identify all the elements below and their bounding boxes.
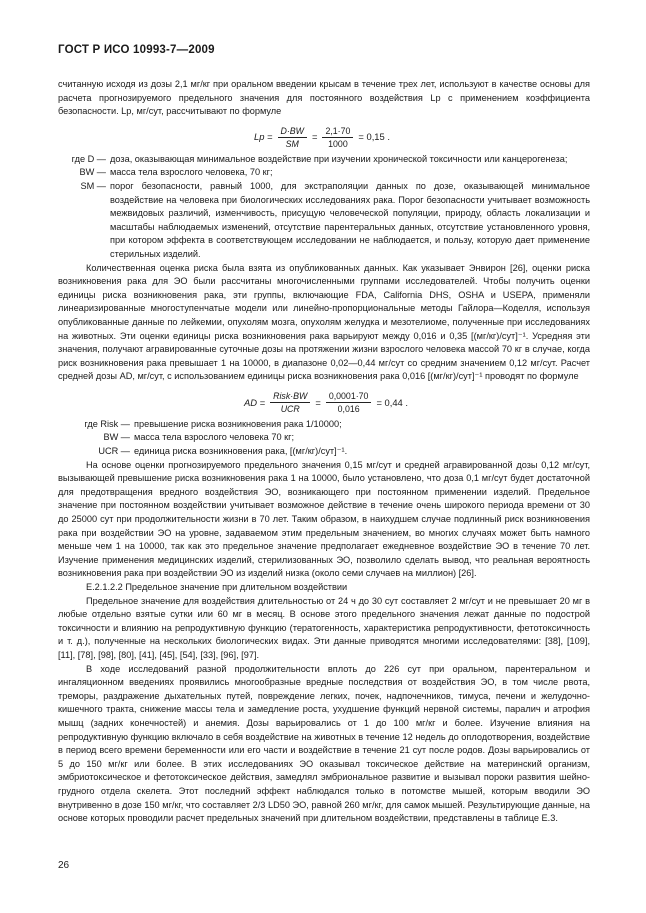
definitions-list [58, 153, 590, 262]
formula-result: = 0,44 . [376, 396, 408, 408]
limit-paragraph: Предельное значение для воздействия длительностью от 24 ч до 30 сут составляет 2 мг/сут и не превышает 20 мг в любые отдельно взятые сутки или 60 мг в месяц. В основе этого предельного значения лежат данные по подострой токсичности и влиянию на репродуктивную функцию (тератогенность, характеристика репродуктивности, фетотоксичность и т. д.), полученные на нескольких биологических видах. Эти данные приводятся многими исследователями: [38], [109], [11], [78], [98], [80], [41], [45], [54], [33], [96], [97]. [58, 595, 590, 660]
page-content [58, 78, 590, 826]
formula-lhs: Lp = [254, 131, 273, 143]
formula-result: = 0,15 . [358, 131, 390, 143]
definition-item: SM — порог безопасности, равный 1000, для экстраполяции данных по дозе, оказывающей минимальное воздействие на человека при биологических исследованиях рака. Порог безопасности учитывает возможность межвидовых различий, изменчивость, присущую человеческой популяции, природу, область локализации и масштабы наблюдаемых изменений, отсутствие парентеральных данных, отсутствие установленного уровня, при котором эффекта в соответствующем исследовании не наблюдается, и пользу, которую дает применение стерильных изделий. [80, 180, 590, 259]
document-header: ГОСТ Р ИСО 10993-7—2009 [58, 44, 215, 56]
formula-ad: AD = $\frac{\text{Risk·BW}}{\text{UCR}}$ = $\frac{0,0001\cdot 70}{0,016}$ = 0,44 . [244, 390, 408, 414]
formula-fraction-values: $\frac{0,0001\cdot 70}{0,016}$ [326, 390, 372, 415]
definition-item: UCR — единица риска возникновения рака, [(мг/кг)/сут]⁻¹. [98, 446, 348, 457]
formula-fraction: $\frac{\text{Risk·BW}}{\text{UCR}}$ [270, 390, 310, 415]
formula-lp: Lp = $\frac{D\cdot BW}{SM}$ = $\frac{2,1\cdot 70}{1000}$ = 0,15 . [254, 125, 390, 149]
page-number: 26 [58, 860, 70, 871]
definition-item: где D — доза, оказывающая минимальное воздействие при изучении хронической токсичности или канцерогенеза; [71, 153, 568, 164]
risk-paragraph: Количественная оценка риска была взята из опубликованных данных. Как указывает Энвирон [26], оценки риска возникновения рака для ЭО были рассчитаны многочисленными группами исследователей. Чтобы получить оценки единицы риска возникновения рака, эти группы, включающие FDA, California DHS, OSHA и USEPA, применяли линеаризированные многоступенчатые модели или линейно-пропорциональные методы Гайлора—Коделля, используя опубликованные данные по лейкемии, опухолям мозга, опухолям желудка и мезотелиоме, полученные при исследованиях на животных. Эти оценки единицы риска возникновения рака варьируют между 0,016 и 0,35 [(мг/кг)/сут]⁻¹. Усредняя эти значения, получают агравированные суточные дозы на протяжении жизни взрослого человека массой 70 кг в случае, когда риск возникновения рака превышает 1 на 10000, в диапазоне 0,02—0,44 мг/сут со средним значением 0,12 мг/сут. Расчет средней дозы AD, мг/сут, с использованием единицы риска возникновения рака 0,016 [(мг/кг)/сут]⁻¹ проводят по формуле [58, 262, 590, 382]
intro-paragraph: считанную исходя из дозы 2,1 мг/кг при оральном введении крысам в течение трех лет, используют в качестве основы для расчета прогнозируемого предельного значения для постоянного воздействия Lp с применением коэффициента безопасности. Lp, мг/сут, рассчитывают по формуле [58, 79, 590, 117]
definition-item: где Risk — превышение риска возникновения рака 1/10000; [84, 418, 342, 429]
formula-fraction: $\frac{D\cdot BW}{SM}$ [278, 125, 307, 150]
definition-item: BW — масса тела взрослого человека 70 кг; [103, 432, 295, 443]
definitions-list [58, 418, 590, 459]
formula-lhs: AD = [244, 396, 266, 408]
section-heading: Е.2.1.2.2 Предельное значение при длительном воздействии [86, 582, 348, 592]
studies-paragraph: В ходе исследований разной продолжительности вплоть до 226 сут при оральном, парентеральном и ингаляционном введениях проявились многообразные вредные последствия от воздействия ЭО, в том числе рвота, треморы, раздражение дыхательных путей, повреждение легких, почек, надпочечников, тимуса, печени и желудочно-кишечного тракта, снижение массы тела и замедление роста, ухудшение функций нервной системы, паралич и атрофия мышц (задних конечностей) и анемия. Дозы варьировались от 1 до 100 мг/кг и более. Изучение влияния на репродуктивную функцию включало в себя воздействие на животных в течение 12 недель до оплодотворения, воздействие в период всего времени беременности или его части и воздействие в течение 21 сут после родов. Дозы варьировались от 5 до 150 мг/кг или более. В этих исследованиях ЭО оказывал токсическое действие на материнский организм, эмбриотоксическое и фетотоксическое действия, замедлял эмбриональное развитие и вызывал пороки развития шейно-грудного отдела скелета. Этот последний эффект наблюдался только в потомстве мышей, которым вводили ЭО внутривенно в дозе 150 мг/кг, что составляет 2/3 LD50 ЭО, равной 260 мг/кг, для самок мышей. Результирующие данные, на основе которых проводили расчет предельных значений при длительном воздействии, представлены в таблице Е.3. [58, 663, 590, 824]
formula-fraction-values: $\frac{2,1\cdot 70}{1000}$ [322, 125, 353, 150]
definition-item: BW — масса тела взрослого человека, 70 кг; [79, 167, 273, 178]
conclusion-paragraph: На основе оценки прогнозируемого предельного значения 0,15 мг/сут и средней агравированной дозы 0,12 мг/сут, вызывающей превышение риска возникновения рака 1 на 10000, было установлено, что доза 0,1 мг/сут будет достаточной для предотвращения вредного воздействия ЭО, возникающего при постоянном применении изделий. Предельное значение при постоянном воздействии учитывает возможное действие в течение очень широкого периода времени от 30 до 25000 сут при продолжительности жизни в 70 лет. Таким образом, в наихудшем случае подлинный риск возникновения рака при воздействии ЭО на уровне, задаваемом этим предельным значением, во многих случаях может быть намного меньше чем 1 на 10000, так как это предельное значение предполагает ежедневное воздействие ЭО в течение 70 лет. Изучение применения медицинских изделий, стерилизованных ЭО, позволило сделать вывод, что реальная вероятность возникновения рака при воздействии ЭО из изделий низка (около семи случаев на миллион) [26]. [58, 459, 590, 579]
